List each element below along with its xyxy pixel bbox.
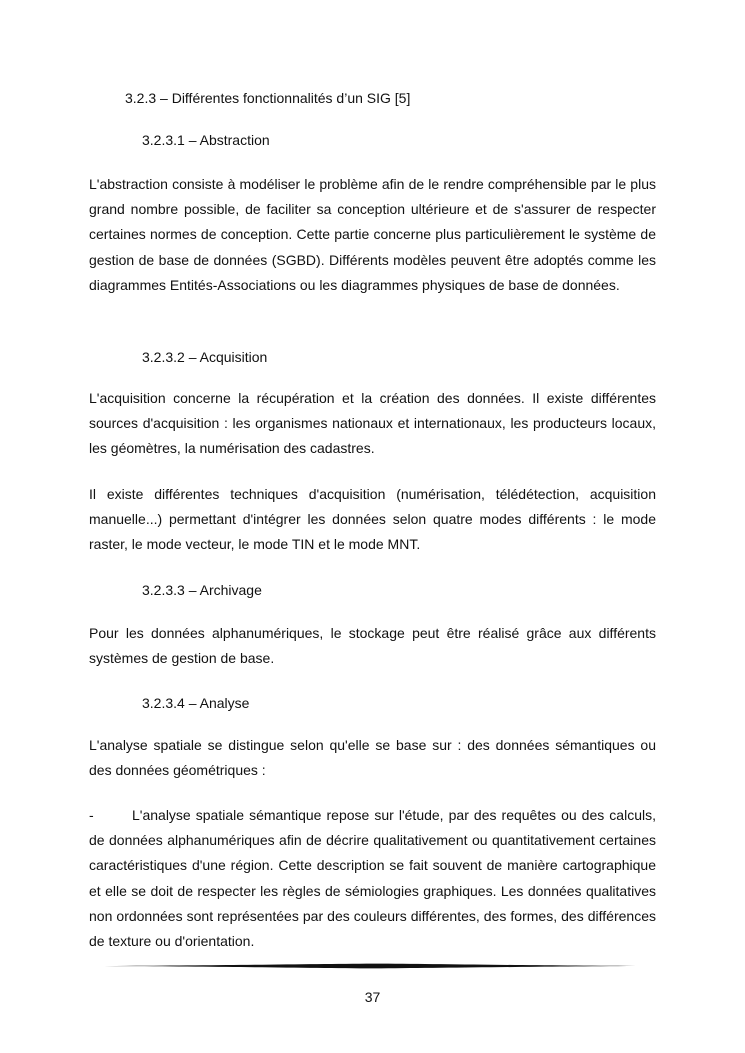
subsection-heading-archivage: 3.2.3.3 – Archivage: [142, 582, 262, 598]
subsection-heading-acquisition: 3.2.3.2 – Acquisition: [142, 349, 268, 365]
paragraph-abstraction: L'abstraction consiste à modéliser le problème afin de le rendre compréhensible par le plus grand nombre possible, de faciliter sa conception ultérieure et de s'assurer de respecter certaines normes de conception. Cette partie concerne plus particulièrement le système de gestion de base de données (SGBD). Différents modèles peuvent être adoptés comme les diagrammes Entités-Associations ou les diagrammes physiques de base de données.: [89, 176, 656, 293]
footer-divider-shape: [104, 964, 642, 969]
bullet-marker: -: [89, 807, 94, 823]
subsection-heading-analyse: 3.2.3.4 – Analyse: [142, 695, 250, 711]
page-number: 37: [364, 989, 381, 1005]
bullet-text: L'analyse spatiale sémantique repose sur l'étude, par des requêtes ou des calculs, de données alphanumériques afin de décrire qualitativement ou quantitativement certaines caractéristiques d'une région. Cette description se fait souvent de manière cartographique et elle se doit de respecter les règles de sémiologies graphiques. Les données qualitatives non ordonnées sont représentées par des couleurs différentes, des formes, des différences de texture ou d'orientation.: [89, 807, 656, 950]
paragraph-acquisition-1: L'acquisition concerne la récupération et la création des données. Il existe différentes sources d'acquisition : les organismes nationaux et internationaux, les producteurs locaux, les géomètres, la numérisation des cadastres.: [89, 390, 656, 457]
bullet-item: [89, 803, 656, 954]
paragraph-archivage: Pour les données alphanumériques, le stockage peut être réalisé grâce aux différents systèmes de gestion de base.: [89, 625, 656, 667]
subsection-heading-abstraction: 3.2.3.1 – Abstraction: [142, 132, 270, 148]
section-heading: 3.2.3 – Différentes fonctionnalités d’un SIG [5]: [125, 90, 411, 106]
paragraph-analyse: L'analyse spatiale se distingue selon qu'elle se base sur : des données sémantiques ou des données géométriques :: [89, 737, 656, 779]
paragraph-acquisition-2: Il existe différentes techniques d'acquisition (numérisation, télédétection, acquisition manuelle...) permettant d'intégrer les données selon quatre modes différents : le mode raster, le mode vecteur, le mode TIN et le mode MNT.: [89, 486, 656, 553]
footer-divider: [104, 960, 642, 972]
